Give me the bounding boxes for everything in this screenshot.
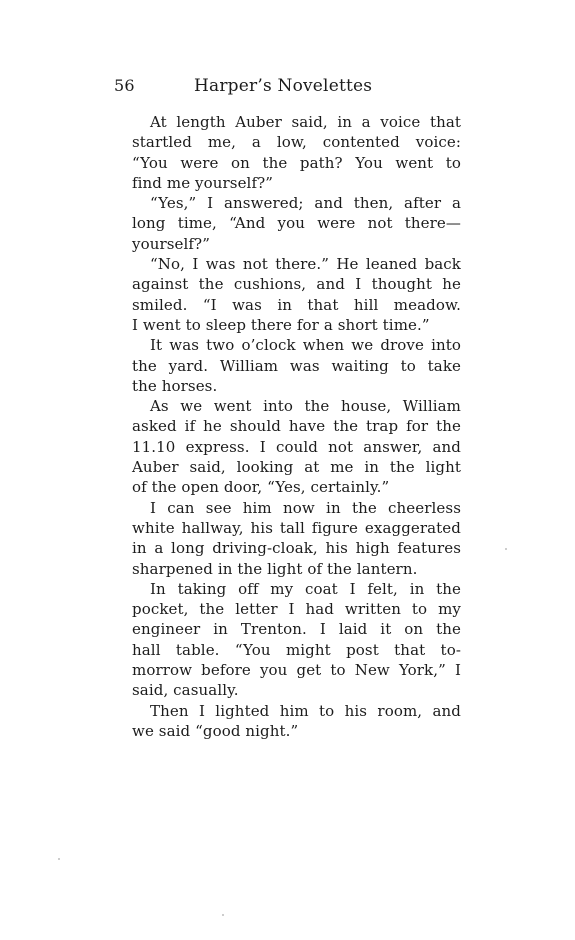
text-line: engineer in Trenton. I laid it on the	[132, 620, 461, 639]
text-line: white hallway, his tall figure exaggerated	[132, 518, 461, 537]
text-line: against the cushions, and I thought he	[132, 275, 461, 294]
text-line: At length Auber said, in a voice that	[150, 113, 461, 131]
text-line: It was two o’clock when we drove into	[150, 336, 461, 355]
paragraph	[114, 335, 461, 396]
paragraph	[114, 112, 461, 193]
text-line: long time, “And you were not there—	[132, 214, 461, 233]
text-line: asked if he should have the trap for the	[132, 417, 461, 436]
page-number: 56	[114, 76, 135, 95]
text-line: pocket, the letter I had written to my	[132, 600, 461, 619]
text-line: Then I lighted him to his room, and	[150, 701, 461, 720]
text-line: 11.10 express. I could not answer, and	[132, 437, 461, 456]
paper-speck	[222, 914, 224, 916]
paragraph	[114, 193, 461, 254]
text-line: sharpened in the light of the lantern.	[132, 559, 418, 578]
text-line: of the open door, “Yes, certainly.”	[132, 478, 390, 497]
paper-speck	[58, 858, 60, 860]
paragraph	[114, 254, 461, 335]
text-line: “No, I was not there.” He leaned back	[150, 255, 461, 274]
text-line: the horses.	[132, 376, 218, 395]
text-line: “You were on the path? You went to	[132, 153, 461, 172]
paragraph	[114, 396, 461, 497]
running-title: Harper’s Novelettes	[194, 76, 373, 96]
text-line: I can see him now in the cheerless	[150, 498, 461, 517]
book-page	[114, 75, 461, 741]
text-line: morrow before you get to New York,” I	[132, 661, 461, 680]
text-line: smiled. “I was in that hill meadow.	[132, 295, 461, 314]
text-line: As we went into the house, William	[150, 397, 461, 416]
running-head	[114, 75, 461, 97]
text-line: I went to sleep there for a short time.”	[132, 315, 430, 334]
text-line: yourself?”	[132, 234, 210, 253]
paragraph	[114, 579, 461, 701]
paragraph	[114, 498, 461, 579]
paragraph	[114, 701, 461, 742]
text-line: the yard. William was waiting to take	[132, 356, 461, 375]
body-text	[114, 112, 461, 741]
text-line: In taking off my coat I felt, in the	[150, 579, 461, 598]
text-line: startled me, a low, contented voice:	[132, 133, 461, 152]
paper-speck	[505, 548, 507, 550]
text-line: we said “good night.”	[132, 721, 299, 740]
text-line: Auber said, looking at me in the light	[132, 458, 461, 477]
text-line: “Yes,” I answered; and then, after a	[150, 194, 461, 213]
text-line: find me yourself?”	[132, 173, 274, 192]
text-line: said, casually.	[132, 681, 239, 700]
text-line: hall table. “You might post that to-	[132, 640, 461, 659]
text-line: in a long driving-cloak, his high features	[132, 539, 461, 558]
